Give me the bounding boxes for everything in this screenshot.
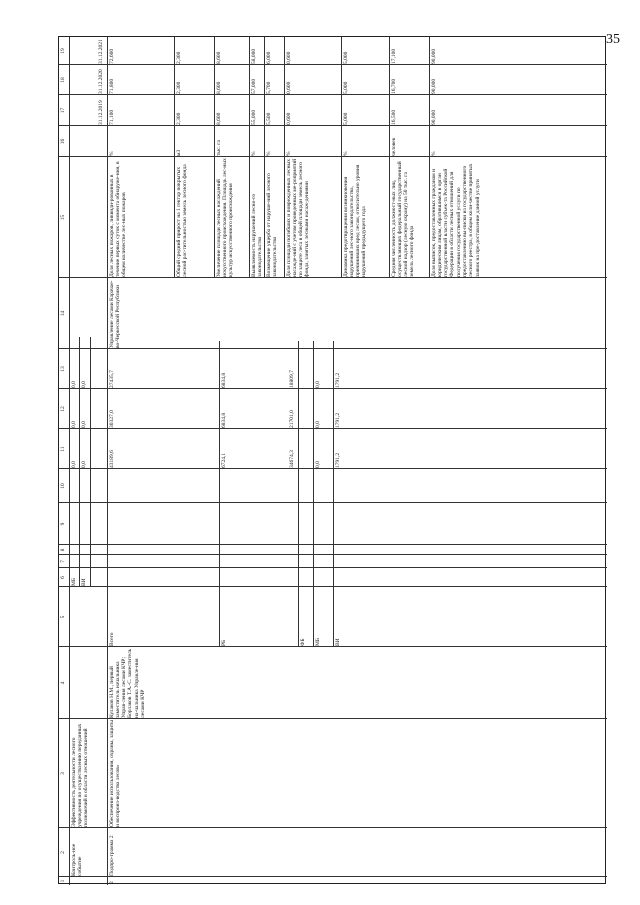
indicator-value: 0,600 (285, 51, 292, 64)
col-line-17 (59, 94, 607, 95)
vi-row-line (90, 337, 91, 587)
col-header: 13 (59, 366, 66, 372)
indicator-value: 72,600 (108, 48, 115, 64)
col-header: 18 (59, 77, 66, 83)
indicator-value: 2,300 (175, 81, 182, 94)
indicator-text: Увеличение площади лесных насаждений искусственного происхождения. Площадь лес-ных культур искусственного происхождения (215, 158, 235, 277)
fund-label-rb: РБ (220, 639, 227, 646)
rotated-table-body (59, 37, 607, 885)
indicator-value: 2,300 (175, 112, 182, 125)
indicator-value: 5,000 (342, 81, 349, 94)
indicator-text: Доля выписок, предоставленных гражданам и юридическим лицам, обратившимся в орган государственной власти субъек-та Российской Федерации в области лесных отношений для получения государственной услуги по предоставлению вы-писки из государственного лесного реестра, в общем коли-честве принятых заявок на пре-доставление данной услуги (430, 163, 481, 277)
col-header: 11 (59, 446, 66, 452)
mb-value: 0,0 (70, 381, 77, 388)
control-event-label: Контроль-ное событие (70, 843, 83, 876)
indicator-text: Динамика предотвращения возникновения нарушений лес-ного законодательства, причинивших вред лесам, относительно уровня нарушений предыдущего года (342, 164, 368, 277)
col-header: 6 (59, 576, 66, 579)
col-header: 7 (59, 560, 66, 563)
program-table (58, 36, 606, 884)
fund-label-fb: ФБ (299, 638, 306, 646)
col-line-18 (59, 64, 607, 65)
page-number: 35 (606, 32, 620, 47)
mb-label: МБ (70, 577, 77, 586)
indicator-value: 90,000 (430, 109, 437, 125)
col-header: 19 (59, 48, 66, 54)
fund-value: 34674,3 (288, 450, 295, 468)
indicator-value: 57,000 (250, 78, 257, 94)
indicator-value: 16,700 (390, 78, 397, 94)
indicator-value: 6,000 (265, 51, 272, 64)
subprogram-name: Подпро-грамма 2 (108, 835, 115, 876)
indicator-value: 55,000 (250, 109, 257, 125)
indicator-value: 8,600 (215, 51, 222, 64)
indicator-value: 71,100 (108, 109, 115, 125)
indicator-text: Доля лесных пожаров, ликвиди-рованных в течение первых суток с момента обнаруже-ния, в общем количестве лес-ных пожаров (108, 161, 128, 277)
indicator-value: 17,100 (390, 48, 397, 64)
vi-value: 0,0 (80, 461, 87, 468)
indicator-value: 16,500 (390, 109, 397, 125)
fund-value: 6834,8 (220, 412, 227, 428)
col-header: 5 (59, 615, 66, 619)
row-number: 2 (108, 881, 115, 884)
fund-label-vi: ВИ (334, 638, 341, 646)
indicator-text: Средняя численность должност-ных лиц, осуществляющих федеральный государственный лесной надзор (лесную охрану) на 50 тыс. га земель лесного фонда (390, 161, 416, 277)
year-header: 31.12.2020 (97, 69, 104, 94)
indicator-unit: человек (390, 137, 397, 156)
indicator-value: 5,500 (265, 112, 272, 125)
indicator-text: Возмещение ущерба от наруше-ний лесного законодательства (265, 173, 278, 277)
mb-value: 0,0 (70, 421, 77, 428)
fund-value: 1791,2 (334, 372, 341, 388)
indicator-value: 90,000 (430, 78, 437, 94)
fund-value: 0,0 (314, 381, 321, 388)
indicator-value: 90,000 (430, 48, 437, 64)
indicator-value: 5,000 (342, 51, 349, 64)
indicator-unit: % (265, 151, 272, 156)
fund-value: 18809,7 (288, 370, 295, 388)
vi-value: 0,0 (80, 421, 87, 428)
indicator-value: 71,800 (108, 78, 115, 94)
indicator-value: 8,600 (215, 81, 222, 94)
col-line-16 (59, 125, 607, 126)
fund-value: 1791,2 (334, 412, 341, 428)
mb-value: 0,0 (70, 461, 77, 468)
col-header: 14 (59, 310, 66, 317)
indicator-unit: % (430, 151, 437, 156)
vi-label: ВИ (80, 578, 87, 586)
fund-label-mb: МБ (314, 637, 321, 646)
col-header: 8 (59, 548, 66, 552)
indicator-unit: % (108, 151, 115, 156)
subprogram-description: Обеспечение использования, охраны, защиты и воспроиз-водства лесов» (108, 720, 121, 827)
indicator-unit: % (285, 151, 292, 156)
executors: Кулаков Н.М., первый заместитель начальника Управ-ления лесами КЧР; Борлаков Т.А.-С. заместитель на-чальника Управле-ния лесами КЧР (108, 648, 146, 718)
indicator-value: 5,000 (342, 112, 349, 125)
fund-value: 30327,0 (108, 410, 115, 428)
indicator-text: Общий средний прирост на 1 гектар покрытых лесной рас-тительностью земель лесного фонда (175, 164, 188, 277)
indicator-text: Доля площади погибших и поврежденных лесных насажде-ний с учетом проведенных ме-роприятий по защите леса в общей площади земель лесного фонда, занятых лесными насаж-дениями (285, 158, 311, 277)
fund-value: 0,0 (314, 461, 321, 468)
fund-value: 1791,2 (334, 452, 341, 468)
indicator-value: 2,300 (175, 51, 182, 64)
indicator-unit: м3 (175, 149, 182, 156)
fund-value: 27435,7 (108, 370, 115, 388)
indicator-unit: тыс. га (215, 140, 222, 156)
vi-value: 0,0 (80, 381, 87, 388)
col-header: 2 (59, 851, 66, 854)
col-header: 9 (59, 522, 66, 526)
indicator-unit: % (250, 151, 257, 156)
col-header: 4 (59, 681, 66, 685)
col-header: 15 (59, 214, 66, 221)
year-header: 31.12.2019 (97, 100, 104, 125)
fund-value: 43189,6 (108, 450, 115, 468)
col-header: 10 (59, 483, 66, 489)
control-event-text: Эффективность деятельности лесного учреждения по осуществлению переданных полномочий в области лесных отношений (70, 723, 90, 827)
fund-value: 6834,8 (220, 372, 227, 388)
indicator-unit: % (342, 151, 349, 156)
fund-label-total: Всего (108, 632, 115, 646)
fund-value: 0,0 (314, 421, 321, 428)
year-header: 31.12.2021 (97, 39, 104, 64)
indicator-value: 0,600 (285, 81, 292, 94)
indicator-value: 58,000 (250, 48, 257, 64)
indicator-value: 0,600 (285, 112, 292, 125)
indicator-text: Выявляемость нарушений лесно-го законодательства (250, 193, 263, 277)
indicator-value: 8,600 (215, 112, 222, 125)
fund-value: 21701,0 (288, 410, 295, 428)
responsible-body: Управление лесами Карачае-во-Черкесской Республики (108, 280, 121, 348)
col-header: 1 (59, 879, 66, 883)
fund-value: 6724,1 (220, 452, 227, 468)
col-header: 3 (59, 772, 66, 775)
indicator-value: 5,700 (265, 81, 272, 94)
col-header: 12 (59, 406, 66, 412)
col-header: 16 (59, 138, 66, 145)
col-header: 17 (59, 107, 66, 114)
